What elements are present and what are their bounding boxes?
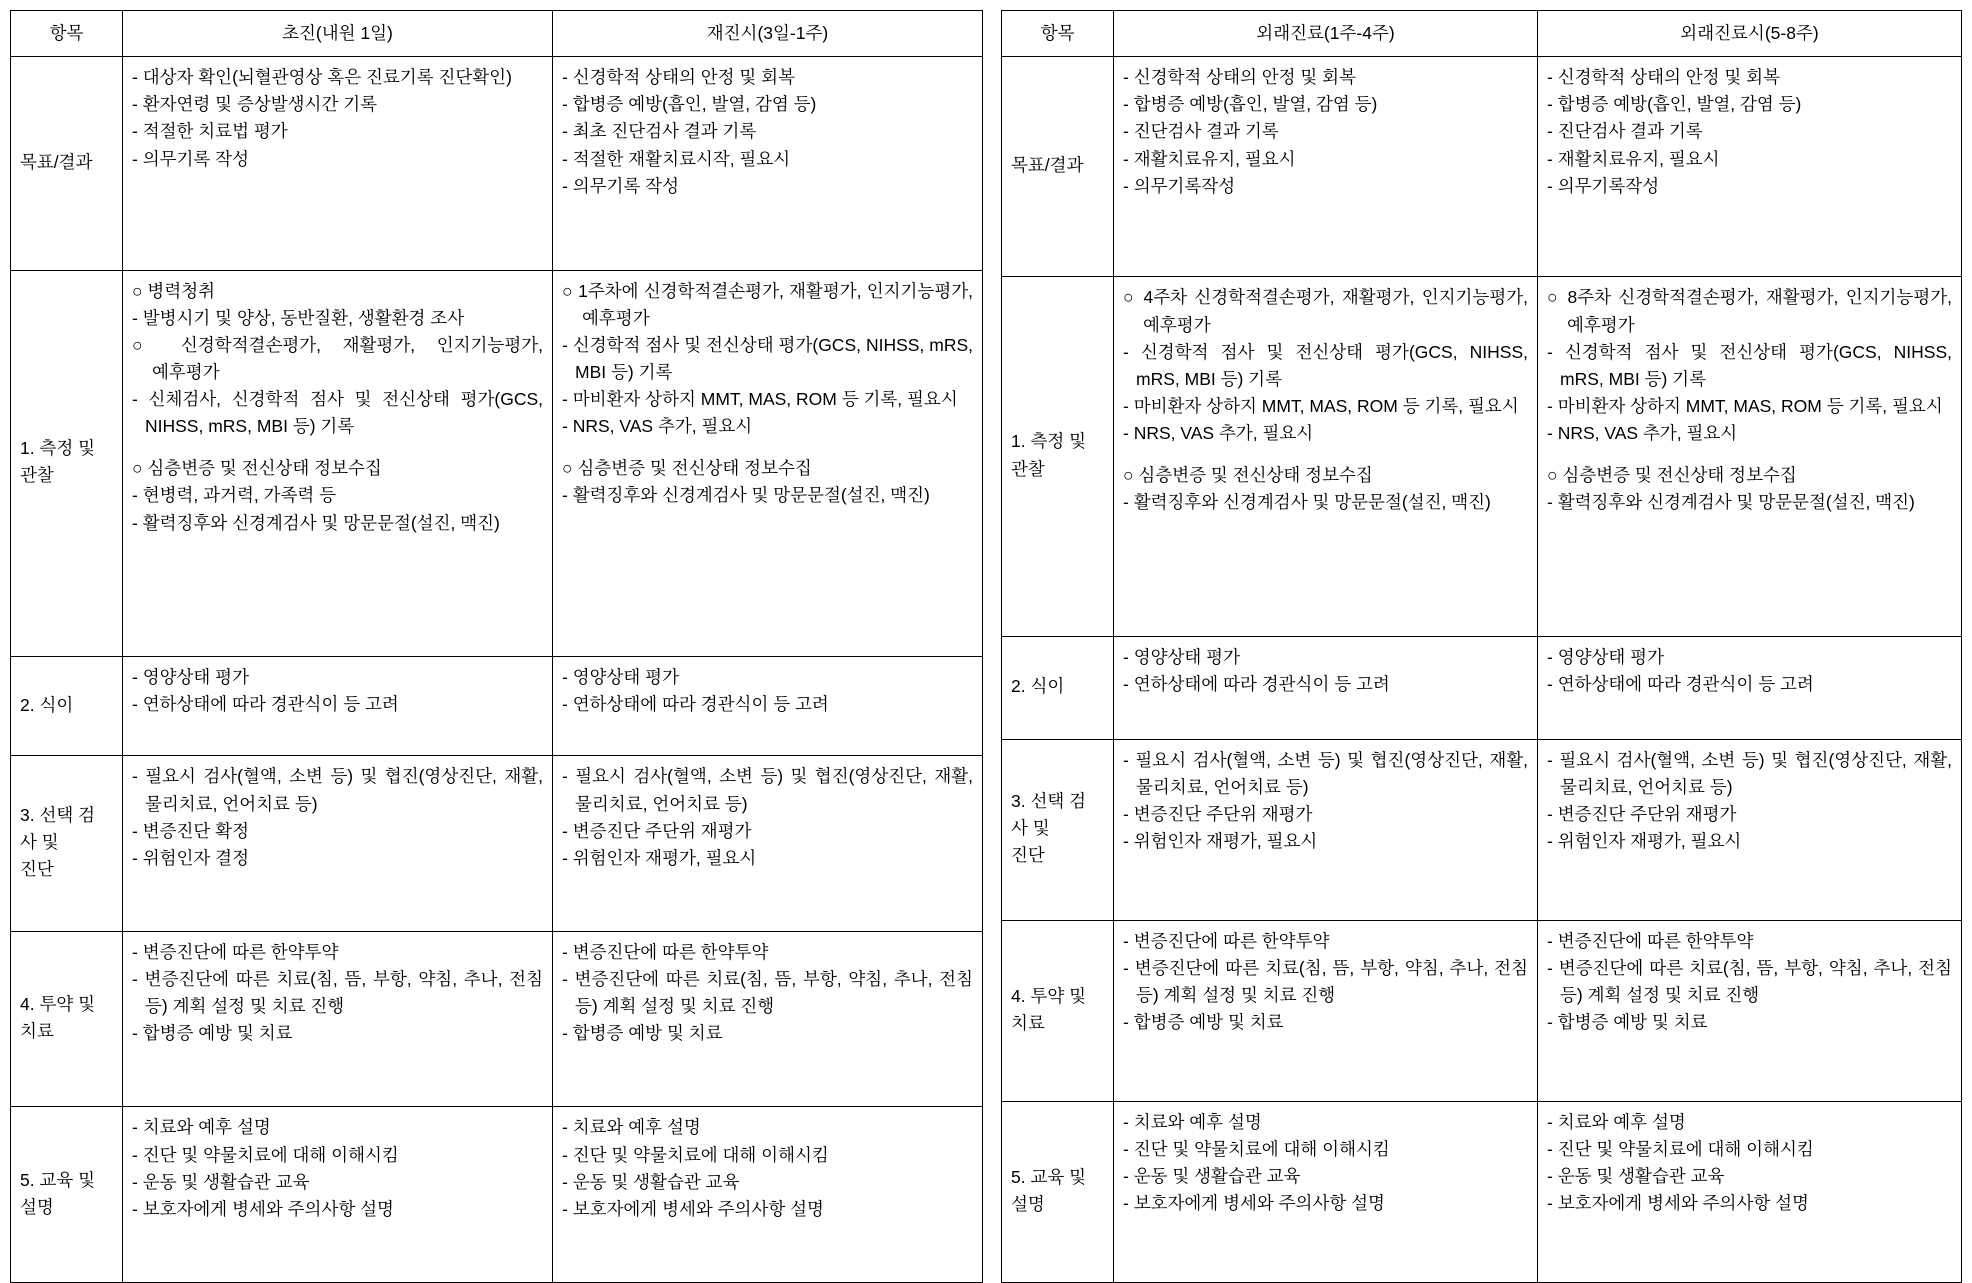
cell-line: - 의무기록작성 <box>1547 175 1660 196</box>
cell-line: - 변증진단에 따른 한약투약 <box>562 941 769 962</box>
cell-line: ○ 심층변증 및 전신상태 정보수집 <box>1547 465 1797 486</box>
row-header-line: 설명 <box>1011 1193 1045 1214</box>
table-row <box>11 270 983 656</box>
row-header <box>11 931 123 1107</box>
cell-line: - 운동 및 생활습관 교육 <box>562 1171 740 1192</box>
cell-line: - 활력징후와 신경계검사 및 망문문절(설진, 맥진) <box>1123 492 1491 513</box>
table-row <box>11 1107 983 1283</box>
row-header <box>11 1107 123 1283</box>
cell-line: - 치료와 예후 설명 <box>1123 1111 1262 1132</box>
cell-line: - 변증진단에 따른 한약투약 <box>132 941 339 962</box>
cell-line: - 재활치료유지, 필요시 <box>1547 148 1720 169</box>
cell-line: - 변증진단에 따른 한약투약 <box>1123 930 1330 951</box>
cell-line: - 변증진단에 따른 치료(침, 뜸, 부항, 약침, 추나, 전침 등) 계획 설정 및 치료 진행 <box>1123 957 1528 1005</box>
cell-line: - 치료와 예후 설명 <box>1547 1111 1686 1132</box>
cell-line: ○ 8주차 신경학적결손평가, 재활평가, 인지기능평가, 예후평가 <box>1547 287 1952 335</box>
table-cell <box>1538 1101 1962 1282</box>
row-header-line: 5. 교육 및 <box>20 1169 96 1190</box>
row-header-line: 3. 선택 검 <box>20 804 96 825</box>
cell-line: - 운동 및 생활습관 교육 <box>132 1171 310 1192</box>
cell-line: - 합병증 예방 및 치료 <box>562 1023 723 1044</box>
column-header-item: 항목 <box>11 11 123 57</box>
table-cell <box>1114 277 1538 636</box>
table-header-right <box>1002 11 1962 57</box>
row-header-line: 진단 <box>1011 845 1045 866</box>
table-cell <box>553 1107 983 1283</box>
cell-line: ○ 심층변증 및 전신상태 정보수집 <box>562 458 812 479</box>
column-header-followup-visit: 재진시(3일-1주) <box>553 11 983 57</box>
cell-line: - 운동 및 생활습관 교육 <box>1123 1166 1301 1187</box>
cell-line: - NRS, VAS 추가, 필요시 <box>1123 423 1314 444</box>
cell-line: - 마비환자 상하지 MMT, MAS, ROM 등 기록, 필요시 <box>1123 395 1519 416</box>
cell-line: - 합병증 예방 및 치료 <box>132 1023 293 1044</box>
cell-line: ○ 심층변증 및 전신상태 정보수집 <box>132 458 382 479</box>
table-cell <box>123 57 553 270</box>
column-header-outpatient-1-4w: 외래진료(1주-4주) <box>1114 11 1538 57</box>
cell-line: - 활력징후와 신경계검사 및 망문문절(설진, 맥진) <box>562 485 930 506</box>
cell-line: - 합병증 예방 및 치료 <box>1547 1012 1708 1033</box>
cell-line: - 진단검사 결과 기록 <box>1547 121 1703 142</box>
cell-line: - 신경학적 점사 및 전신상태 평가(GCS, NIHSS, mRS, MBI 등) 기록 <box>1123 341 1528 389</box>
cell-line: - 활력징후와 신경계검사 및 망문문절(설진, 맥진) <box>1547 492 1915 513</box>
cell-line: - 적절한 치료법 평가 <box>132 121 288 142</box>
cell-line: ○ 1주차에 신경학적결손평가, 재활평가, 인지기능평가, 예후평가 <box>562 280 973 328</box>
cell-line: - 진단 및 약물치료에 대해 이해시킴 <box>1547 1138 1814 1159</box>
header-row <box>11 11 983 57</box>
cell-line: - 합병증 예방(흡인, 발열, 감염 등) <box>562 94 817 115</box>
cell-line: - NRS, VAS 추가, 필요시 <box>562 416 753 437</box>
table-cell <box>123 931 553 1107</box>
cell-line: - 연하상태에 따라 경관식이 등 고려 <box>562 693 829 714</box>
cell-line: - 필요시 검사(혈액, 소변 등) 및 협진(영상진단, 재활, 물리치료, 언어치료 등) <box>1547 749 1952 797</box>
cell-line: - 보호자에게 병세와 주의사항 설명 <box>1123 1193 1385 1214</box>
table-row <box>11 57 983 270</box>
table-row <box>1002 739 1962 920</box>
row-header <box>11 756 123 932</box>
table-cell <box>553 57 983 270</box>
row-header: 2. 식이 <box>11 656 123 756</box>
cell-line: - 위험인자 재평가, 필요시 <box>1547 830 1742 851</box>
cell-line: - 위험인자 재평가, 필요시 <box>562 847 757 868</box>
table-cell <box>1538 739 1962 920</box>
table-cell <box>1114 57 1538 277</box>
cell-line: - 영양상태 평가 <box>1547 646 1664 667</box>
row-header-line: 4. 투약 및 <box>1011 985 1087 1006</box>
row-header <box>1002 920 1114 1101</box>
cell-line: - 영양상태 평가 <box>562 666 679 687</box>
row-header: 목표/결과 <box>11 57 123 270</box>
cell-line: - 치료와 예후 설명 <box>132 1117 271 1138</box>
row-header <box>1002 277 1114 636</box>
table-row <box>1002 277 1962 636</box>
table-cell <box>553 756 983 932</box>
cell-line: - 합병증 예방 및 치료 <box>1123 1012 1284 1033</box>
header-row <box>1002 11 1962 57</box>
table-header-left <box>11 11 983 57</box>
cell-line: - 위험인자 결정 <box>132 847 249 868</box>
cell-line: - 대상자 확인(뇌혈관영상 혹은 진료기록 진단확인) <box>132 67 512 88</box>
cell-line: - 최초 진단검사 결과 기록 <box>562 121 757 142</box>
cell-line: - 신경학적 점사 및 전신상태 평가(GCS, NIHSS, mRS, MBI 등) 기록 <box>1547 341 1952 389</box>
row-header-line: 치료 <box>20 1021 54 1042</box>
cell-line: - 현병력, 과거력, 가족력 등 <box>132 485 337 506</box>
table-cell <box>553 656 983 756</box>
row-header-line: 사 및 <box>1011 818 1050 839</box>
table-row <box>11 756 983 932</box>
cell-line: ○ 심층변증 및 전신상태 정보수집 <box>1123 465 1373 486</box>
row-header-line: 관찰 <box>1011 458 1045 479</box>
table-row <box>11 931 983 1107</box>
cell-line: ○ 4주차 신경학적결손평가, 재활평가, 인지기능평가, 예후평가 <box>1123 287 1528 335</box>
table-cell <box>1114 739 1538 920</box>
table-cell <box>123 1107 553 1283</box>
cell-line: - 의무기록작성 <box>1123 175 1236 196</box>
table-cell <box>1538 57 1962 277</box>
row-header-line: 5. 교육 및 <box>1011 1166 1087 1187</box>
cell-line: - 마비환자 상하지 MMT, MAS, ROM 등 기록, 필요시 <box>562 389 958 410</box>
row-header <box>1002 739 1114 920</box>
table-row <box>1002 1101 1962 1282</box>
row-header-line: 1. 측정 및 <box>1011 431 1087 452</box>
cell-line: - 치료와 예후 설명 <box>562 1117 701 1138</box>
cell-line: - NRS, VAS 추가, 필요시 <box>1547 423 1738 444</box>
cell-line: - 변증진단에 따른 치료(침, 뜸, 부항, 약침, 추나, 전침 등) 계획 설정 및 치료 진행 <box>1547 957 1952 1005</box>
cell-line: - 신경학적 상태의 안정 및 회복 <box>1547 67 1780 88</box>
table-cell <box>1114 1101 1538 1282</box>
table-body-right <box>1002 57 1962 1283</box>
cell-line: - 변증진단에 따른 치료(침, 뜸, 부항, 약침, 추나, 전침 등) 계획 설정 및 치료 진행 <box>562 969 973 1017</box>
cell-line: - 신경학적 상태의 안정 및 회복 <box>562 67 795 88</box>
row-header-line: 진단 <box>20 859 54 880</box>
table-row <box>11 656 983 756</box>
row-header-line: 4. 투약 및 <box>20 994 96 1015</box>
cell-line: - 의무기록 작성 <box>562 175 679 196</box>
cell-line: - 필요시 검사(혈액, 소변 등) 및 협진(영상진단, 재활, 물리치료, 언어치료 등) <box>1123 749 1528 797</box>
table-row <box>1002 636 1962 739</box>
table-row <box>1002 920 1962 1101</box>
cell-line: - 보호자에게 병세와 주의사항 설명 <box>1547 1193 1809 1214</box>
cell-line: - 진단 및 약물치료에 대해 이해시킴 <box>562 1144 829 1165</box>
clinical-pathway-table-left <box>10 10 983 1283</box>
cell-line: - 보호자에게 병세와 주의사항 설명 <box>132 1198 394 1219</box>
table-cell <box>123 756 553 932</box>
cell-line: - 변증진단에 따른 한약투약 <box>1547 930 1754 951</box>
cell-line: - 재활치료유지, 필요시 <box>1123 148 1296 169</box>
cell-line: - 위험인자 재평가, 필요시 <box>1123 830 1318 851</box>
cell-line: - 연하상태에 따라 경관식이 등 고려 <box>132 693 399 714</box>
row-header-line: 치료 <box>1011 1012 1045 1033</box>
table-body-left <box>11 57 983 1283</box>
cell-line: - 보호자에게 병세와 주의사항 설명 <box>562 1198 824 1219</box>
cell-line: - 변증진단에 따른 치료(침, 뜸, 부항, 약침, 추나, 전침 등) 계획 설정 및 치료 진행 <box>132 969 543 1017</box>
cell-line: - 발병시기 및 양상, 동반질환, 생활환경 조사 <box>132 307 465 328</box>
cell-line: - 진단 및 약물치료에 대해 이해시킴 <box>1123 1138 1390 1159</box>
table-cell <box>553 931 983 1107</box>
column-header-outpatient-5-8w: 외래진료시(5-8주) <box>1538 11 1962 57</box>
row-header <box>1002 1101 1114 1282</box>
table-cell <box>123 656 553 756</box>
cell-line: - 진단검사 결과 기록 <box>1123 121 1279 142</box>
table-cell <box>1114 920 1538 1101</box>
cell-line: - 환자연령 및 증상발생시간 기록 <box>132 94 378 115</box>
table-cell <box>1114 636 1538 739</box>
table-cell <box>553 270 983 656</box>
cell-line: - 연하상태에 따라 경관식이 등 고려 <box>1123 673 1390 694</box>
cell-line: - 영양상태 평가 <box>1123 646 1240 667</box>
cell-line: - 변증진단 주단위 재평가 <box>562 820 752 841</box>
cell-line: - 합병증 예방(흡인, 발열, 감염 등) <box>1547 94 1802 115</box>
cell-line: - 신체검사, 신경학적 점사 및 전신상태 평가(GCS, NIHSS, mRS, MBI 등) 기록 <box>132 389 543 437</box>
cell-line: - 운동 및 생활습관 교육 <box>1547 1166 1725 1187</box>
column-header-first-visit: 초진(내원 1일) <box>123 11 553 57</box>
cell-line: - 변증진단 주단위 재평가 <box>1547 803 1737 824</box>
row-header-line: 관찰 <box>20 465 54 486</box>
table-row <box>1002 57 1962 277</box>
table-cell <box>1538 277 1962 636</box>
clinical-pathway-table-right <box>1001 10 1962 1283</box>
cell-line: - 변증진단 주단위 재평가 <box>1123 803 1313 824</box>
cell-line: - 신경학적 점사 및 전신상태 평가(GCS, NIHSS, mRS, MBI 등) 기록 <box>562 334 973 382</box>
cell-line: ○ 병력청취 <box>132 280 216 301</box>
cell-line: - 변증진단 확정 <box>132 820 249 841</box>
cell-line: - 필요시 검사(혈액, 소변 등) 및 협진(영상진단, 재활, 물리치료, 언어치료 등) <box>562 766 973 814</box>
cell-line: - 필요시 검사(혈액, 소변 등) 및 협진(영상진단, 재활, 물리치료, 언어치료 등) <box>132 766 543 814</box>
cell-line: - 영양상태 평가 <box>132 666 249 687</box>
row-header-line: 3. 선택 검 <box>1011 790 1087 811</box>
cell-line: - 진단 및 약물치료에 대해 이해시킴 <box>132 1144 399 1165</box>
cell-line: - 적절한 재활치료시작, 필요시 <box>562 148 791 169</box>
cell-line: - 신경학적 상태의 안정 및 회복 <box>1123 67 1356 88</box>
cell-line: - 합병증 예방(흡인, 발열, 감염 등) <box>1123 94 1378 115</box>
cell-line: - 의무기록 작성 <box>132 148 249 169</box>
row-header <box>11 270 123 656</box>
table-cell <box>123 270 553 656</box>
cell-line: - 연하상태에 따라 경관식이 등 고려 <box>1547 673 1814 694</box>
row-header: 목표/결과 <box>1002 57 1114 277</box>
cell-line: ○ 신경학적결손평가, 재활평가, 인지기능평가, 예후평가 <box>132 334 543 382</box>
column-header-item: 항목 <box>1002 11 1114 57</box>
table-cell <box>1538 636 1962 739</box>
row-header-line: 1. 측정 및 <box>20 438 96 459</box>
cell-line: - 활력징후와 신경계검사 및 망문문절(설진, 맥진) <box>132 512 500 533</box>
row-header-line: 사 및 <box>20 832 59 853</box>
row-header-line: 설명 <box>20 1196 54 1217</box>
row-header: 2. 식이 <box>1002 636 1114 739</box>
table-cell <box>1538 920 1962 1101</box>
cell-line: - 마비환자 상하지 MMT, MAS, ROM 등 기록, 필요시 <box>1547 395 1943 416</box>
